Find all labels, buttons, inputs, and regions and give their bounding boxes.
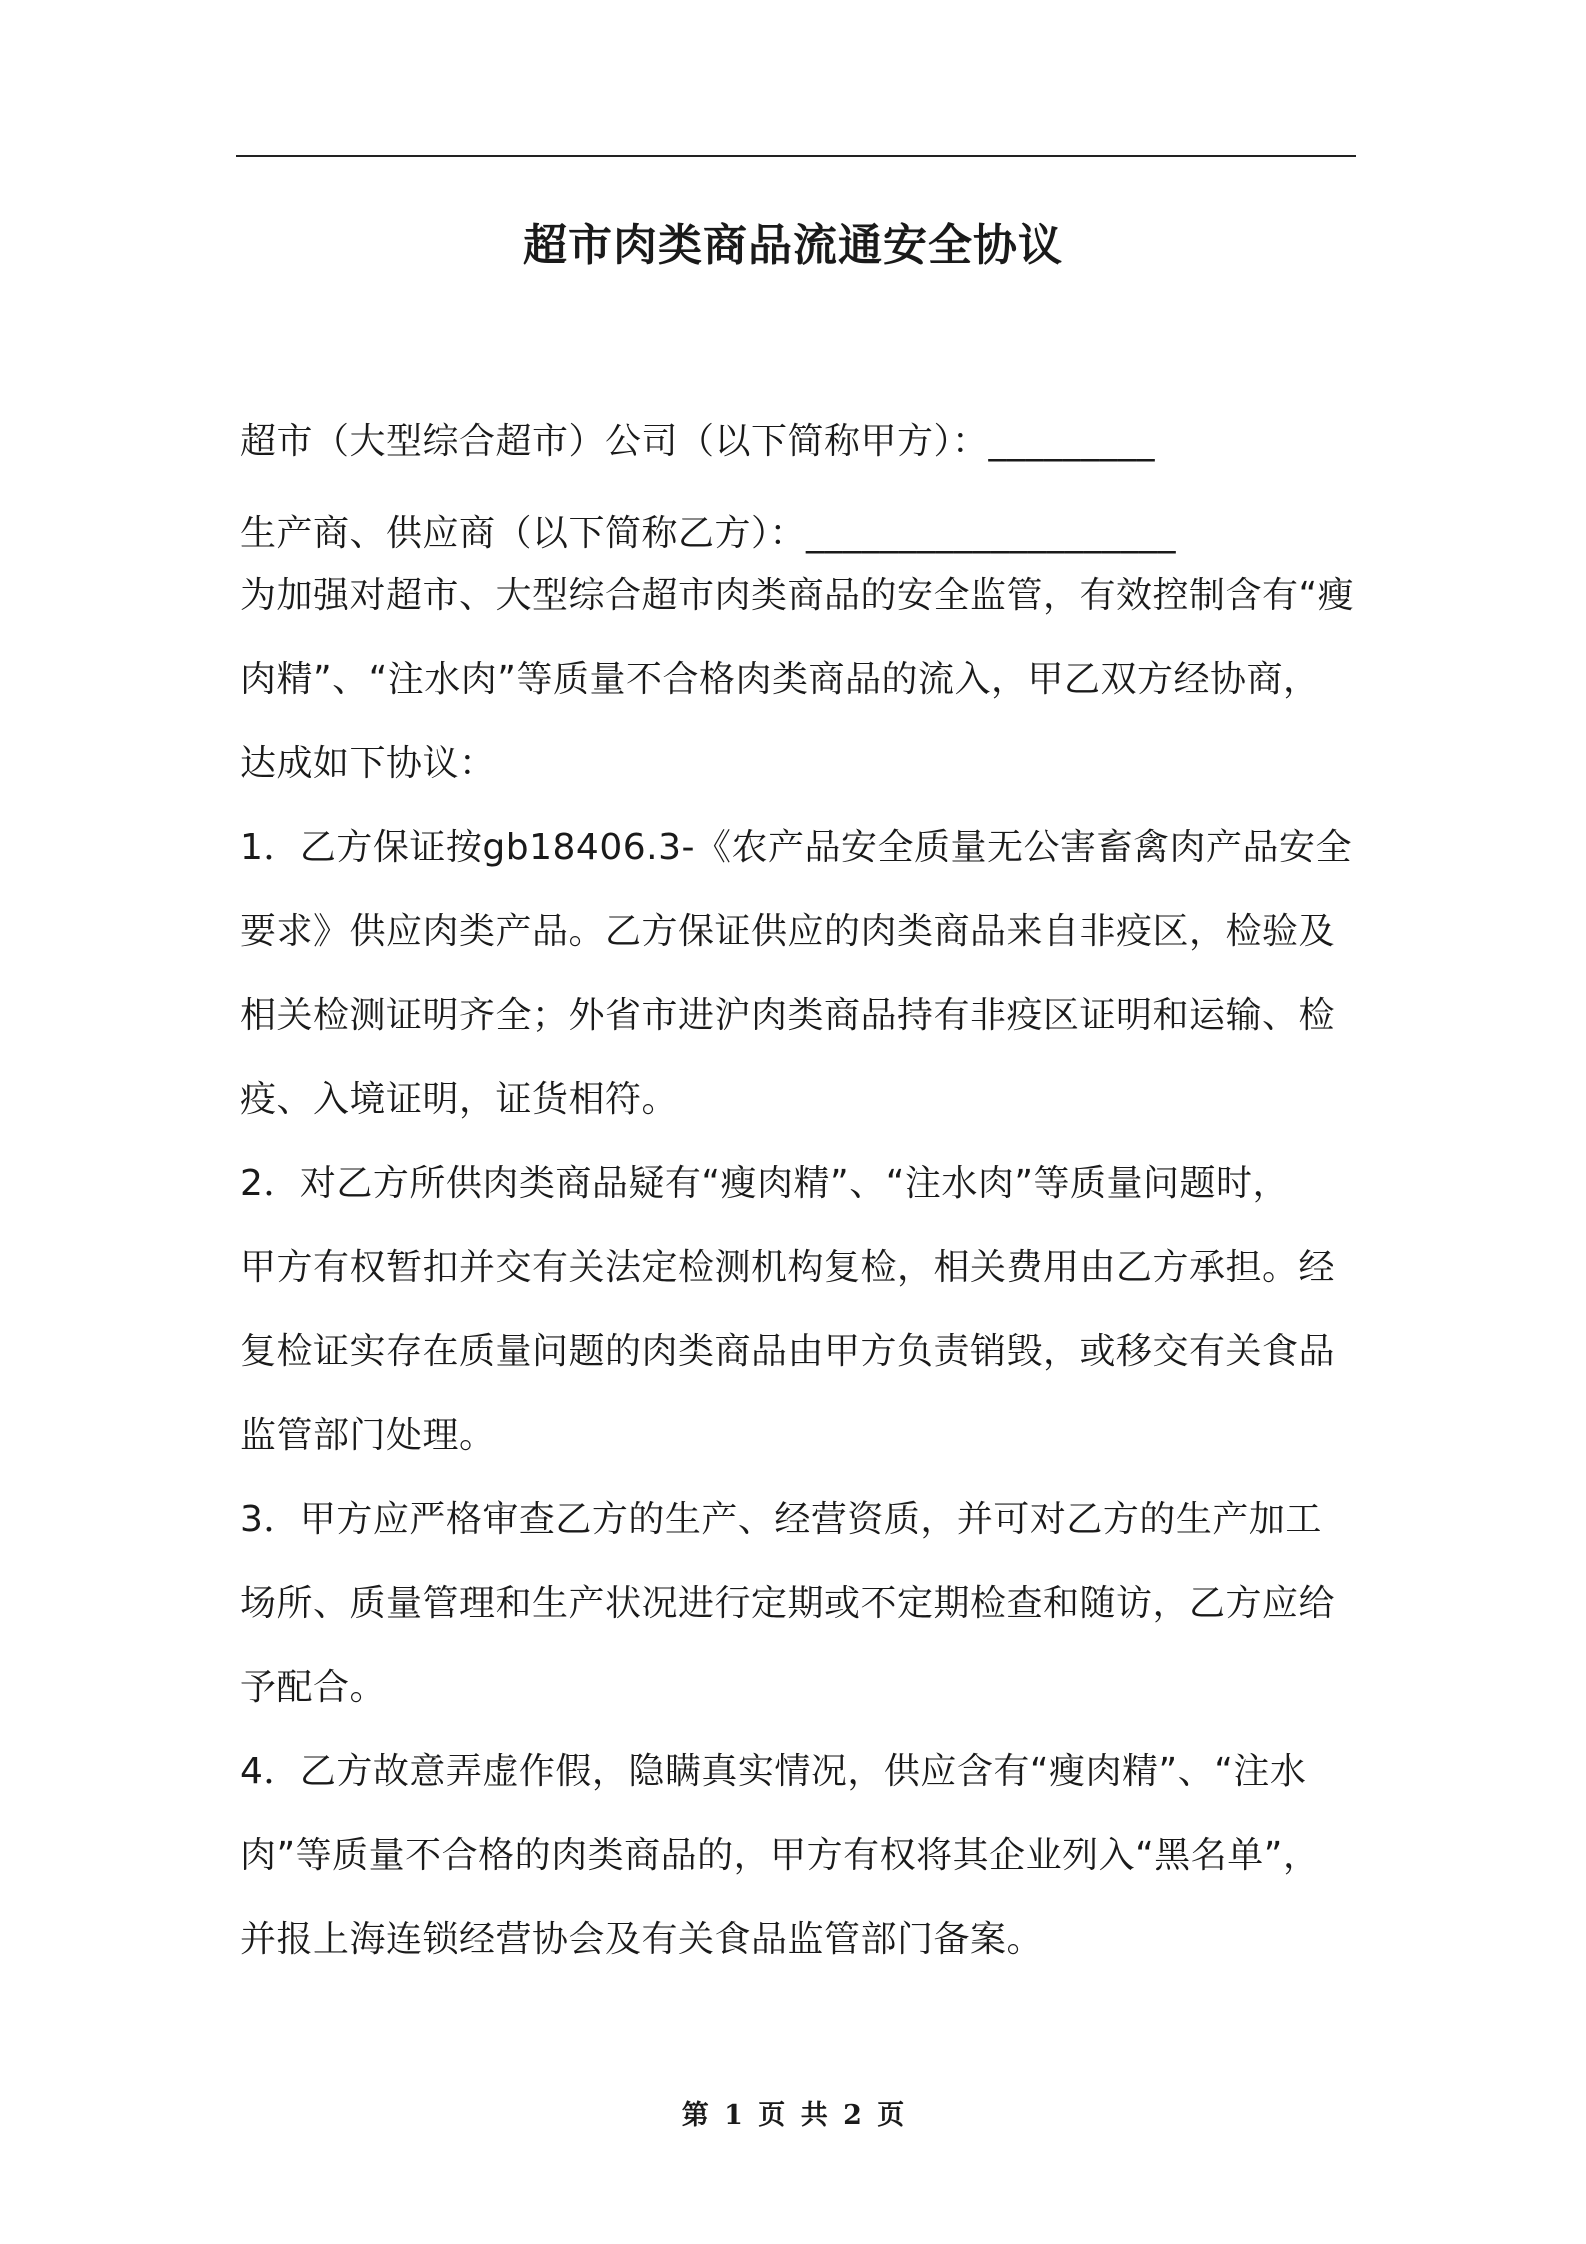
page-number-footer: 第 1 页 共 2 页: [681, 2100, 905, 2131]
clause-2-line: 甲方有权暂扣并交有关法定检测机构复检，相关费用由乙方承担。经: [240, 1247, 1336, 1288]
clause-4-line: 并报上海连锁经营协会及有关食品监管部门备案。: [240, 1919, 1044, 1960]
header-rule: [236, 155, 1356, 157]
party-b-line: 生产商、供应商（以下简称乙方）：____________________: [240, 513, 1177, 554]
clause-1-line: 要求》供应肉类产品。乙方保证供应的肉类商品来自非疫区，检验及: [240, 911, 1336, 952]
clause-1-line: 相关检测证明齐全；外省市进沪肉类商品持有非疫区证明和运输、检: [240, 995, 1336, 1036]
document-title: 超市肉类商品流通安全协议: [523, 220, 1063, 271]
clause-3-line: 予配合。: [240, 1667, 387, 1708]
clause-3-line: 3．甲方应严格审查乙方的生产、经营资质，并可对乙方的生产加工: [240, 1499, 1322, 1540]
clause-1-line: 疫、入境证明，证货相符。: [240, 1079, 679, 1120]
clause-4-line: 4．乙方故意弄虚作假，隐瞒真实情况，供应含有“瘦肉精”、“注水: [240, 1751, 1307, 1792]
clause-3-line: 场所、质量管理和生产状况进行定期或不定期检查和随访，乙方应给: [240, 1583, 1336, 1624]
clause-4-line: 肉”等质量不合格的肉类商品的，甲方有权将其企业列入“黑名单”，: [240, 1835, 1320, 1876]
clause-1-line: 1．乙方保证按gb18406.3-《农产品安全质量无公害畜禽肉产品安全: [240, 827, 1352, 868]
party-a-line: 超市（大型综合超市）公司（以下简称甲方）：_________: [240, 421, 1156, 462]
clause-2-line: 监管部门处理。: [240, 1415, 496, 1456]
clause-2-line: 复检证实存在质量问题的肉类商品由甲方负责销毁，或移交有关食品: [240, 1331, 1336, 1372]
body-line: 为加强对超市、大型综合超市肉类商品的安全监管，有效控制含有“瘦: [240, 575, 1355, 616]
document-body: [240, 400, 1360, 1982]
body-line: 肉精”、“注水肉”等质量不合格肉类商品的流入，甲乙双方经协商，: [240, 659, 1320, 700]
body-line: 达成如下协议：: [240, 743, 496, 784]
clause-2-line: 2．对乙方所供肉类商品疑有“瘦肉精”、“注水肉”等质量问题时，: [240, 1163, 1290, 1204]
